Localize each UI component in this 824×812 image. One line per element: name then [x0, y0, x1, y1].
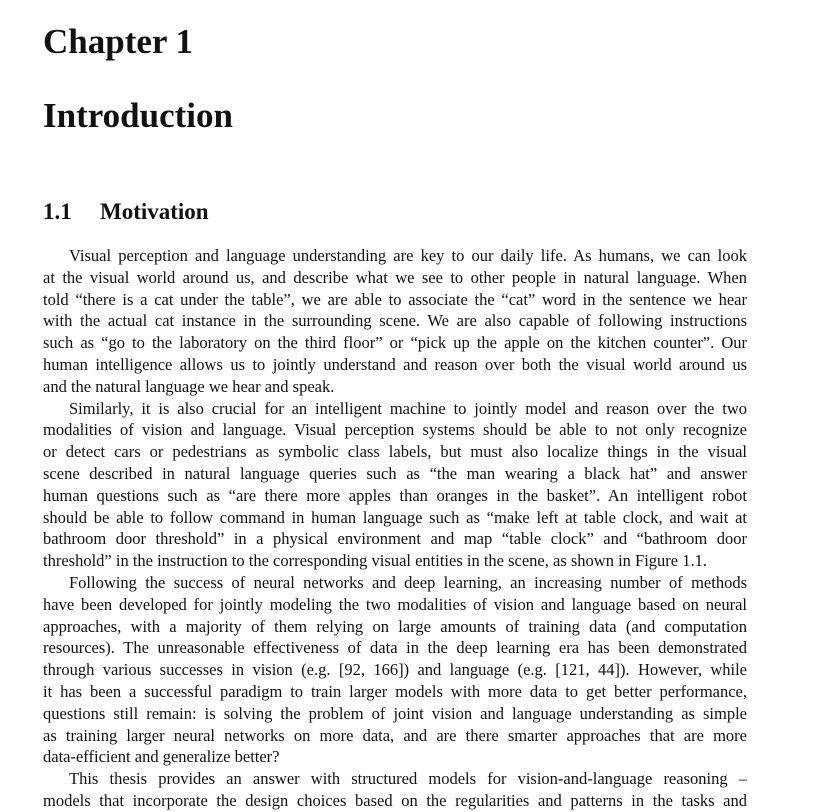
paragraph-line: Following the success of neural networks and deep learning, an increasing number of methods: [69, 572, 747, 592]
paragraph-line: and the natural language we hear and speak.: [43, 376, 335, 396]
paragraph-line: This thesis provides an answer with structured models for vision-and-language reasoning –: [69, 769, 747, 789]
paragraph-line: such as “go to the laboratory on the third floor” or “pick up the apple on the kitchen counter”. Our: [43, 333, 747, 353]
section-number: 1.1: [43, 199, 72, 224]
paragraph-line: should be able to follow command in human language such as “make left at table clock, and wait at: [43, 507, 747, 527]
paragraph-line: models that incorporate the design choices based on the regularities and patterns in the tasks and: [43, 790, 747, 810]
paragraph-line: as training larger neural networks on more data, and are there smarter approaches that are more: [43, 725, 747, 745]
paragraph-line: or detect cars or pedestrians as symbolic class labels, but must also localize things in the visual: [43, 442, 747, 462]
paragraph-line: Visual perception and language understanding are key to our daily life. As humans, we can look: [69, 246, 747, 265]
body-text: [43, 245, 747, 812]
paragraph-line: at the visual world around us, and describe what we see to other people in natural language. When: [43, 267, 747, 287]
paragraph-line: with the actual cat instance in the surrounding scene. We are also capable of following instructions: [43, 311, 747, 331]
chapter-label: Chapter 1: [43, 22, 194, 61]
paragraph-line: human questions such as “are there more apples than oranges in the basket”. An intelligent robot: [43, 485, 747, 505]
paragraph-line: told “there is a cat under the table”, we are able to associate the “cat” word in the sentence we hear: [43, 289, 747, 309]
section-title: Motivation: [100, 199, 209, 224]
section-heading: [43, 197, 209, 227]
paragraph-line: modalities of vision and language. Visual perception systems should be able to not only recognize: [43, 420, 747, 440]
paragraph-line: it has been a successful paradigm to train larger models with more data to get better performance,: [43, 681, 747, 701]
paragraph-line: approaches, with a majority of them relying on large amounts of training data (and computation: [43, 616, 747, 636]
paragraph-line: bathroom door threshold” in a physical environment and map “table clock” and “bathroom door: [43, 529, 747, 549]
paragraph-line: human intelligence allows us to jointly understand and reason over both the visual world around us: [43, 354, 747, 374]
paragraph-line: questions still remain: is solving the problem of joint vision and language understanding as simple: [43, 703, 747, 723]
paragraph-line: have been developed for jointly modeling the two modalities of vision and language based on neural: [43, 594, 747, 614]
paragraph-line: through various successes in vision (e.g. [92, 166]) and language (e.g. [121, 44]). However, while: [43, 660, 747, 680]
chapter-title: Introduction: [43, 96, 233, 135]
paragraph-line: resources). The unreasonable effectiveness of data in the deep learning era has been demonstrated: [43, 638, 747, 658]
paragraph-line: threshold” in the instruction to the corresponding visual entities in the scene, as shown in Figure 1.1.: [43, 551, 708, 571]
paragraph-line: Similarly, it is also crucial for an intelligent machine to jointly model and reason over the two: [69, 398, 747, 418]
paragraph-line: scene described in natural language queries such as “the man wearing a black hat” and answer: [43, 463, 747, 483]
paragraph-line: data-efficient and generalize better?: [43, 747, 280, 767]
